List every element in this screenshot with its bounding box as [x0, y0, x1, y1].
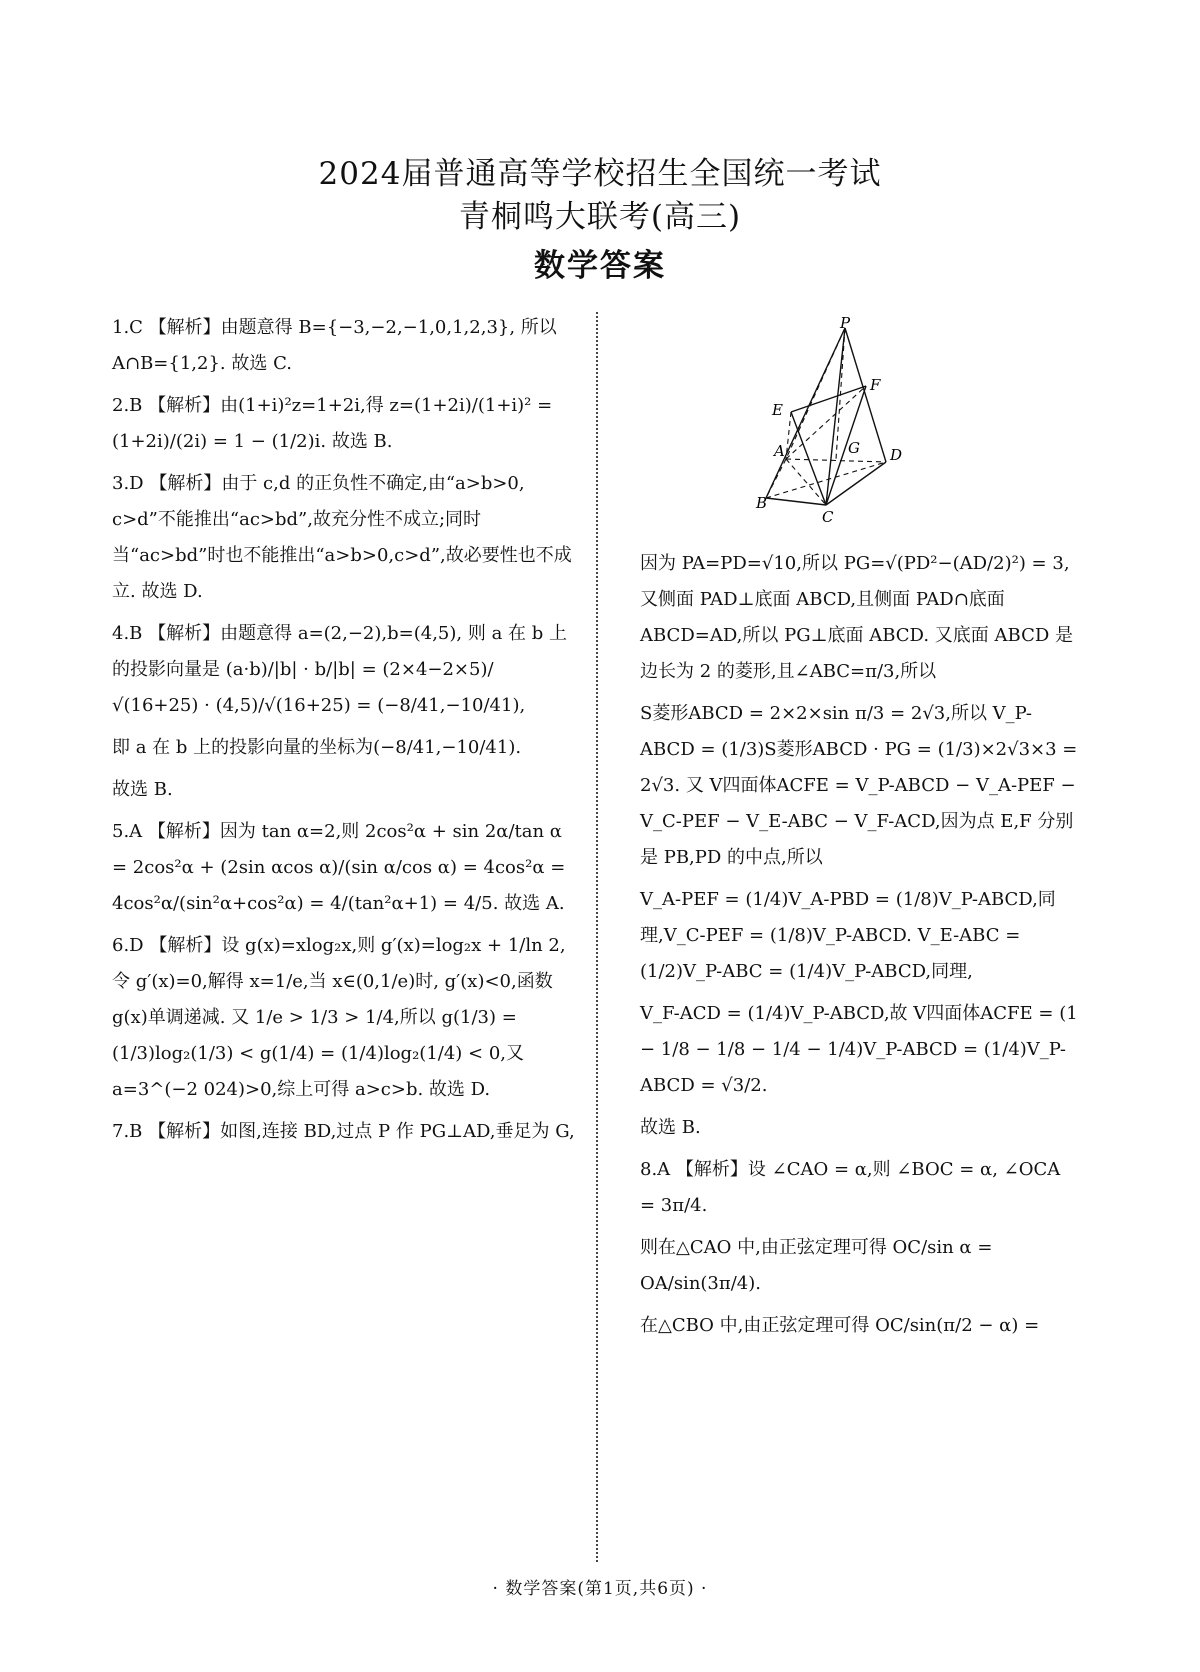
vertex-label-B: B	[756, 494, 768, 512]
vertex-label-E: E	[772, 401, 783, 419]
answer-3: 3.D 【解析】由于 c,d 的正负性不确定,由“a>b>0, c>d”不能推出“ac>bd”,故充分性不成立;同时当“ac>bd”时也不能推出“a>b>0,c>d”,故必要性也不成立. 故选 D.	[112, 473, 572, 602]
vertex-label-P: P	[840, 314, 851, 332]
answer-8-step1: 则在△CAO 中,由正弦定理可得 OC/sin α = OA/sin(3π/4).	[640, 1237, 993, 1294]
answer-5: 5.A 【解析】因为 tan α=2,则 2cos²α + sin 2α/tan α = 2cos²α + (2sin αcos α)/(sin α/cos α) = 4cos²α = 4cos²α/(sin²α+cos²α) = 4/(tan²α+1) = 4/5. 故选 A.	[112, 821, 566, 914]
answer-4-conclusion: 即 a 在 b 上的投影向量的坐标为(−8/41,−10/41).	[112, 737, 522, 758]
answer-7-part2: S菱形ABCD = 2×2×sin π/3 = 2√3,所以 V_P-ABCD = (1/3)S菱形ABCD · PG = (1/3)×2√3×3 = 2√3. 又 V四面体ACFE = V_P-ABCD − V_A-PEF − V_C-PEF − V_E-ABC − V_F-ACD,因为点 E,F 分别是 PB,PD 的中点,所以	[640, 703, 1078, 868]
right-column	[640, 546, 1080, 1350]
exam-title: 2024届普通高等学校招生全国统一考试	[318, 156, 882, 192]
answer-4: 4.B 【解析】由题意得 a=(2,−2),b=(4,5), 则 a 在 b 上的投影向量是 (a·b)/|b| · b/|b| = (2×4−2×5)/√(16+25) · (4,5)/√(16+25) = (−8/41,−10/41),	[112, 623, 567, 716]
column-divider	[596, 312, 598, 1562]
answer-8: 8.A 【解析】设 ∠CAO = α,则 ∠BOC = α, ∠OCA = 3π/4.	[640, 1159, 1061, 1216]
answer-1: 1.C 【解析】由题意得 B={−3,−2,−1,0,1,2,3}, 所以 A∩B={1,2}. 故选 C.	[112, 317, 557, 374]
answer-7-choice: 故选 B.	[640, 1117, 701, 1138]
answer-7-part3: V_A-PEF = (1/4)V_A-PBD = (1/8)V_P-ABCD,同理,V_C-PEF = (1/8)V_P-ABCD. V_E-ABC = (1/2)V_P-ABC = (1/4)V_P-ABCD,同理,	[640, 889, 1056, 982]
vertex-label-F: F	[870, 376, 881, 394]
answer-8-step2: 在△CBO 中,由正弦定理可得 OC/sin(π/2 − α) =	[640, 1315, 1040, 1336]
pyramid-figure	[756, 314, 980, 552]
page-footer: · 数学答案(第1页,共6页) ·	[492, 1579, 708, 1599]
exam-subtitle: 青桐鸣大联考(高三)	[458, 199, 742, 235]
vertex-label-A: A	[774, 442, 785, 460]
vertex-label-C: C	[822, 508, 834, 526]
answer-7-part4: V_F-ACD = (1/4)V_P-ABCD,故 V四面体ACFE = (1 − 1/8 − 1/8 − 1/4 − 1/4)V_P-ABCD = (1/4)V_P-ABCD = √3/2.	[640, 1003, 1078, 1096]
answer-7: 7.B 【解析】如图,连接 BD,过点 P 作 PG⊥AD,垂足为 G,	[112, 1121, 575, 1142]
vertex-label-G: G	[848, 439, 860, 457]
answer-7-part1: 因为 PA=PD=√10,所以 PG=√(PD²−(AD/2)²) = 3,又侧面 PAD⊥底面 ABCD,且侧面 PAD∩底面 ABCD=AD,所以 PG⊥底面 ABCD. 又底面 ABCD 是边长为 2 的菱形,且∠ABC=π/3,所以	[640, 553, 1073, 682]
answer-6: 6.D 【解析】设 g(x)=xlog₂x,则 g′(x)=log₂x + 1/ln 2,令 g′(x)=0,解得 x=1/e,当 x∈(0,1/e)时, g′(x)<0,函数 g(x)单调递减. 又 1/e > 1/3 > 1/4,所以 g(1/3) = (1/3)log₂(1/3) < g(1/4) = (1/4)log₂(1/4) < 0,又 a=3^(−2 024)>0,综上可得 a>c>b. 故选 D.	[112, 935, 566, 1100]
left-column	[112, 310, 576, 1156]
answer-4-choice: 故选 B.	[112, 779, 173, 800]
answer-2: 2.B 【解析】由(1+i)²z=1+2i,得 z=(1+2i)/(1+i)² = (1+2i)/(2i) = 1 − (1/2)i. 故选 B.	[112, 395, 553, 452]
subject-title: 数学答案	[534, 248, 666, 284]
vertex-label-D: D	[890, 446, 903, 464]
